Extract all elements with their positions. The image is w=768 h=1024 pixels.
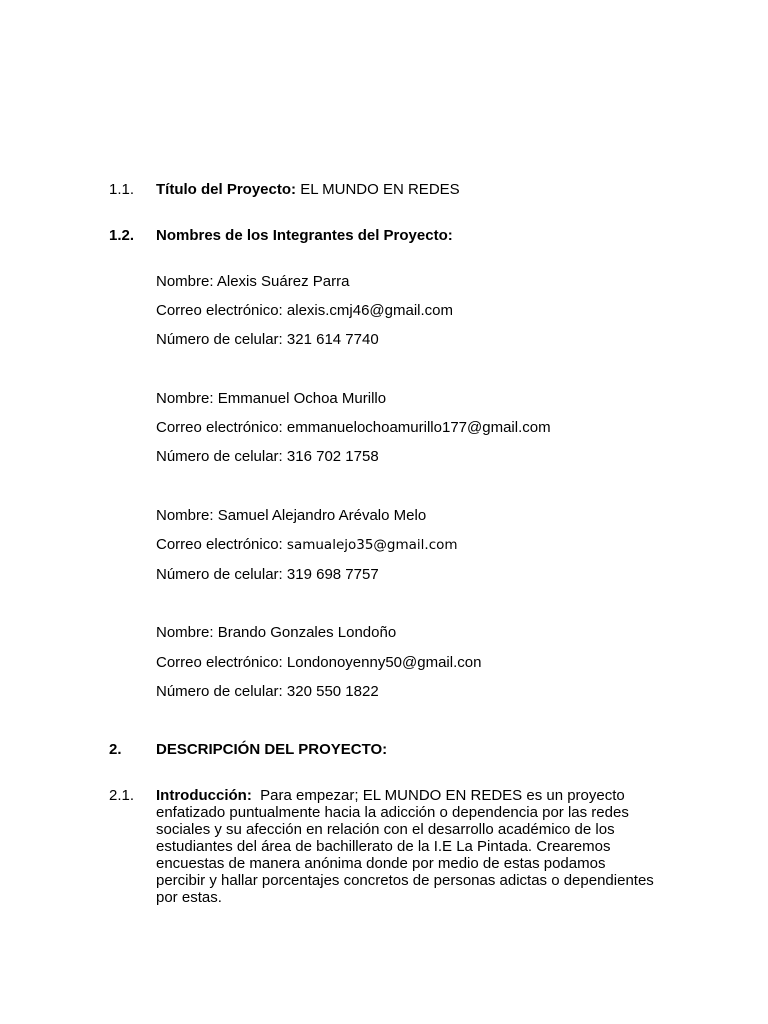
member-name: Alexis Suárez Parra: [216, 273, 350, 290]
email-label: Correo electrónico:: [156, 302, 283, 319]
member-phone-line: [156, 566, 379, 584]
phone-label: Número de celular:: [156, 566, 283, 583]
member-email-line: [156, 536, 458, 554]
introduction-label: Introducción:: [156, 787, 252, 804]
member-phone-line: [156, 448, 379, 466]
project-title-value: EL MUNDO EN REDES: [300, 181, 460, 198]
member-email: Londonoyenny50@gmail.con: [286, 654, 482, 671]
member-name: Brando Gonzales Londoño: [217, 624, 397, 641]
member-email: emmanuelochoamurillo177@gmail.com: [286, 419, 551, 436]
member-email: alexis.cmj46@gmail.com: [286, 302, 454, 319]
email-label: Correo electrónico:: [156, 419, 283, 436]
member-name-line: [156, 390, 386, 408]
name-label: Nombre:: [156, 273, 214, 290]
member-phone: 316 702 1758: [286, 448, 379, 465]
introduction-text: Para empezar; EL MUNDO EN REDES es un proyecto enfatizado puntualmente hacia la adicción o dependencia por las redes sociales y su afección en relación con el desarrollo académico de los estudiantes del área de bachillerato de la I.E La Pintada. Crearemos encuestas de manera anónima donde por medio de estas podamos percibir y hallar porcentajes concretos de personas adictas o dependientes por estas.: [156, 787, 654, 906]
name-label: Nombre:: [156, 624, 214, 641]
member-email: samualejo35@gmail.com: [286, 537, 458, 553]
member-name: Emmanuel Ochoa Murillo: [217, 390, 387, 407]
member-phone-line: [156, 331, 379, 349]
phone-label: Número de celular:: [156, 331, 283, 348]
email-label: Correo electrónico:: [156, 536, 283, 553]
name-label: Nombre:: [156, 507, 214, 524]
member-email-line: [156, 419, 551, 437]
member-phone: 319 698 7757: [286, 566, 379, 583]
member-name-line: [156, 273, 349, 291]
member-name-line: [156, 624, 396, 642]
section-number: 1.2.: [109, 227, 135, 244]
section-number: 2.: [109, 741, 122, 758]
project-title-line: [156, 181, 460, 199]
section-number: 2.1.: [109, 787, 135, 804]
phone-label: Número de celular:: [156, 448, 283, 465]
introduction-paragraph: [156, 787, 656, 906]
email-label: Correo electrónico:: [156, 654, 283, 671]
member-email-line: [156, 302, 453, 320]
project-title-label: Título del Proyecto:: [156, 181, 297, 198]
name-label: Nombre:: [156, 390, 214, 407]
member-phone-line: [156, 683, 379, 701]
member-phone: 320 550 1822: [286, 683, 379, 700]
member-phone: 321 614 7740: [286, 331, 379, 348]
member-name-line: [156, 507, 426, 525]
member-name: Samuel Alejandro Arévalo Melo: [217, 507, 427, 524]
members-heading: Nombres de los Integrantes del Proyecto:: [156, 227, 453, 244]
description-heading: DESCRIPCIÓN DEL PROYECTO:: [156, 741, 388, 758]
section-number: 1.1.: [109, 181, 135, 198]
member-email-line: [156, 654, 481, 672]
phone-label: Número de celular:: [156, 683, 283, 700]
